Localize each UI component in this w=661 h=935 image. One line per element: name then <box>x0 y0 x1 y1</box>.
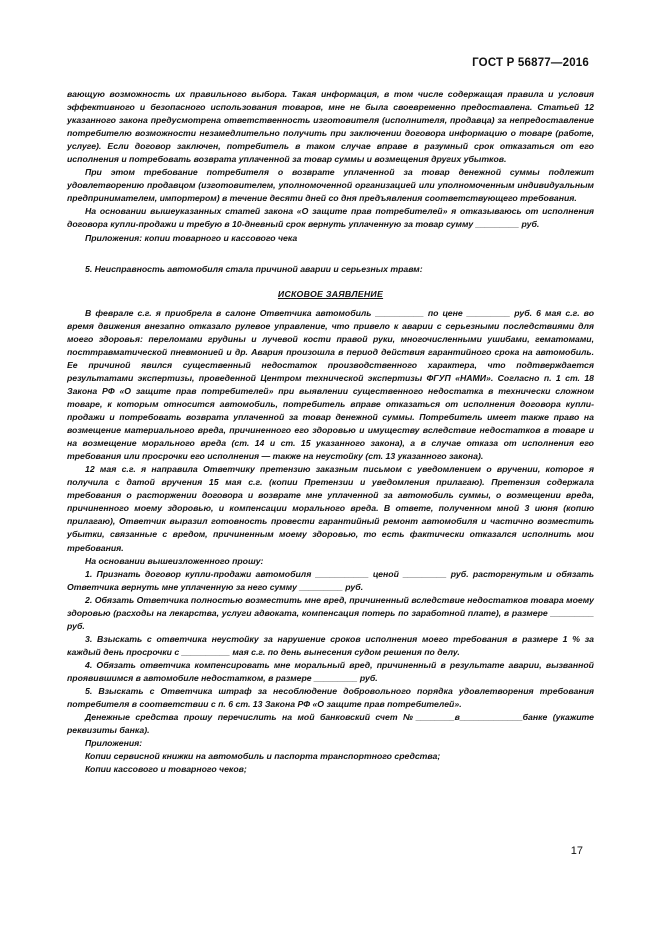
paragraph-attachments-receipt: Приложения: копии товарного и кассового чека <box>85 232 298 243</box>
page-number: 17 <box>570 845 583 857</box>
request-item-5: 5. Взыскать с Ответчика штраф за несоблюдение добровольного порядка удовлетворения требования потребителя в соответствии с п. 6 ст. 13 Закона РФ «О защите прав потребителей». <box>67 686 594 710</box>
attachment-item-2: Копии кассового и товарного чеков; <box>85 764 247 775</box>
standard-header: ГОСТ Р 56877—2016 <box>472 57 589 69</box>
paragraph-claim-facts: В феврале с.г. я приобрела в салоне Ответчика автомобиль __________ по цене _________ руб. 6 мая с.г. во время движения внезапно отказало рулевое управление, что привело к аварии с серьезными последствиями для моего здоровья: переломами грудины и лучевой кости правой руки, многочисленными ушибами, гематомами, посттравматической пневмонией и др. Авария произошла в период действия гарантийного срока на автомобиль. Ее причиной явился существенный недостаток производственного характера, что подтверждается результатами экспертизы, проведенной Центром технической экспертизы ФГУП «НАМИ». Согласно п. 1 ст. 18 Закона РФ «О защите прав потребителей» при выявлении существенного недостатка в технически сложном товаре, к которым относится автомобиль, потребитель вправе отказаться от исполнения договора купли-продажи и потребовать возврата уплаченной за товар денежной суммы. Потребитель имеет также право на возмещение материального вреда, причиненного его здоровью и имуществу вследствие недостатков в товаре и на возмещение морального вреда (ст. 14 и ст. 15 указанного закона), а в случае отказа от исполнения его требования или просрочки его исполнения — также на неустойку (ст. 13 указанного закона). <box>67 307 594 462</box>
paragraph-continued: вающую возможность их правильного выбора. Такая информация, в том числе содержащая правила и условия эффективного и безопасного использования товаров, мне не была своевременно предоставлена. Статьей 12 указанного закона предусмотрена ответственность изготовителя (исполнителя, продавца) за непредоставление потребителю возможности незамедлительно получить при заключении договора информацию о товаре (работе, услуге). Если договор заключен, потребитель в таком случае вправе в разумный срок отказаться от его исполнения и потребовать возврата уплаченной за товар суммы и возмещения других убытков. <box>67 89 594 165</box>
request-item-2: 2. Обязать Ответчика полностью возместить мне вред, причиненный вследствие недостатков товара моему здоровью (расходы на лекарства, услуги адвоката, компенсация потерь по заработной плате), в размере _________ руб. <box>67 594 594 631</box>
paragraph-refund-term: При этом требование потребителя о возврате уплаченной за товар денежной суммы подлежит удовлетворению продавцом (изготовителем, уполномоченной организацией или уполномоченным индивидуальным предпринимателем, импортером) в течение десяти дней со дня предъявления соответствующего требования. <box>67 167 594 204</box>
request-item-3: 3. Взыскать с ответчика неустойку за нарушение сроков исполнения моего требования в размере 1 % за каждый день просрочки с __________ мая с.г. по день вынесения судом решения по делу. <box>67 633 594 657</box>
paragraph-refusal: На основании вышеуказанных статей закона «О защите прав потребителей» я отказываюсь от исполнения договора купли-продажи и требую в 10-дневный срок вернуть уплаченную за товар сумму _________ руб. <box>67 206 594 230</box>
paragraph-bank-account: Денежные средства прошу перечислить на мой банковский счет №________в_____________банке (укажите реквизиты банка). <box>67 712 594 736</box>
attachments-heading: Приложения: <box>85 738 143 749</box>
claim-title: ИСКОВОЕ ЗАЯВЛЕНИЕ <box>277 288 384 299</box>
paragraph-request-intro: На основании вышеизложенного прошу: <box>85 555 264 566</box>
attachment-item-1: Копии сервисной книжки на автомобиль и паспорта транспортного средства; <box>85 751 441 762</box>
paragraph-claim-pretension: 12 мая с.г. я направила Ответчику претензию заказным письмом с уведомлением о вручении, которое я получила с датой вручения 15 мая с.г. (копии Претензии и уведомления прилагаю). Претензия содержала требования о расторжении договора и возврате мне уплаченной за автомобиль суммы, о возмещении вреда, причиненного моему здоровью, и компенсации морального вреда. В ответе, полученном мной 3 июня (копию прилагаю), Ответчик выразил готовность провести гарантийный ремонт автомобиля и частично возместить убытки, связанные с вредом, причиненным моему здоровью, то есть фактически отказался исполнить мои требования. <box>67 464 594 553</box>
document-body <box>67 88 594 776</box>
request-item-4: 4. Обязать ответчика компенсировать мне моральный вред, причиненный в результате аварии, вызванной проявившимся в автомобиле недостатком, в размере _________ руб. <box>67 659 594 683</box>
request-item-1: 1. Признать договор купли-продажи автомобиля ___________ ценой _________ руб. расторгнутым и обязать Ответчика вернуть мне уплаченную за него сумму _________ руб. <box>67 568 594 592</box>
section-heading-5: 5. Неисправность автомобиля стала причиной аварии и серьезных травм: <box>85 263 423 274</box>
